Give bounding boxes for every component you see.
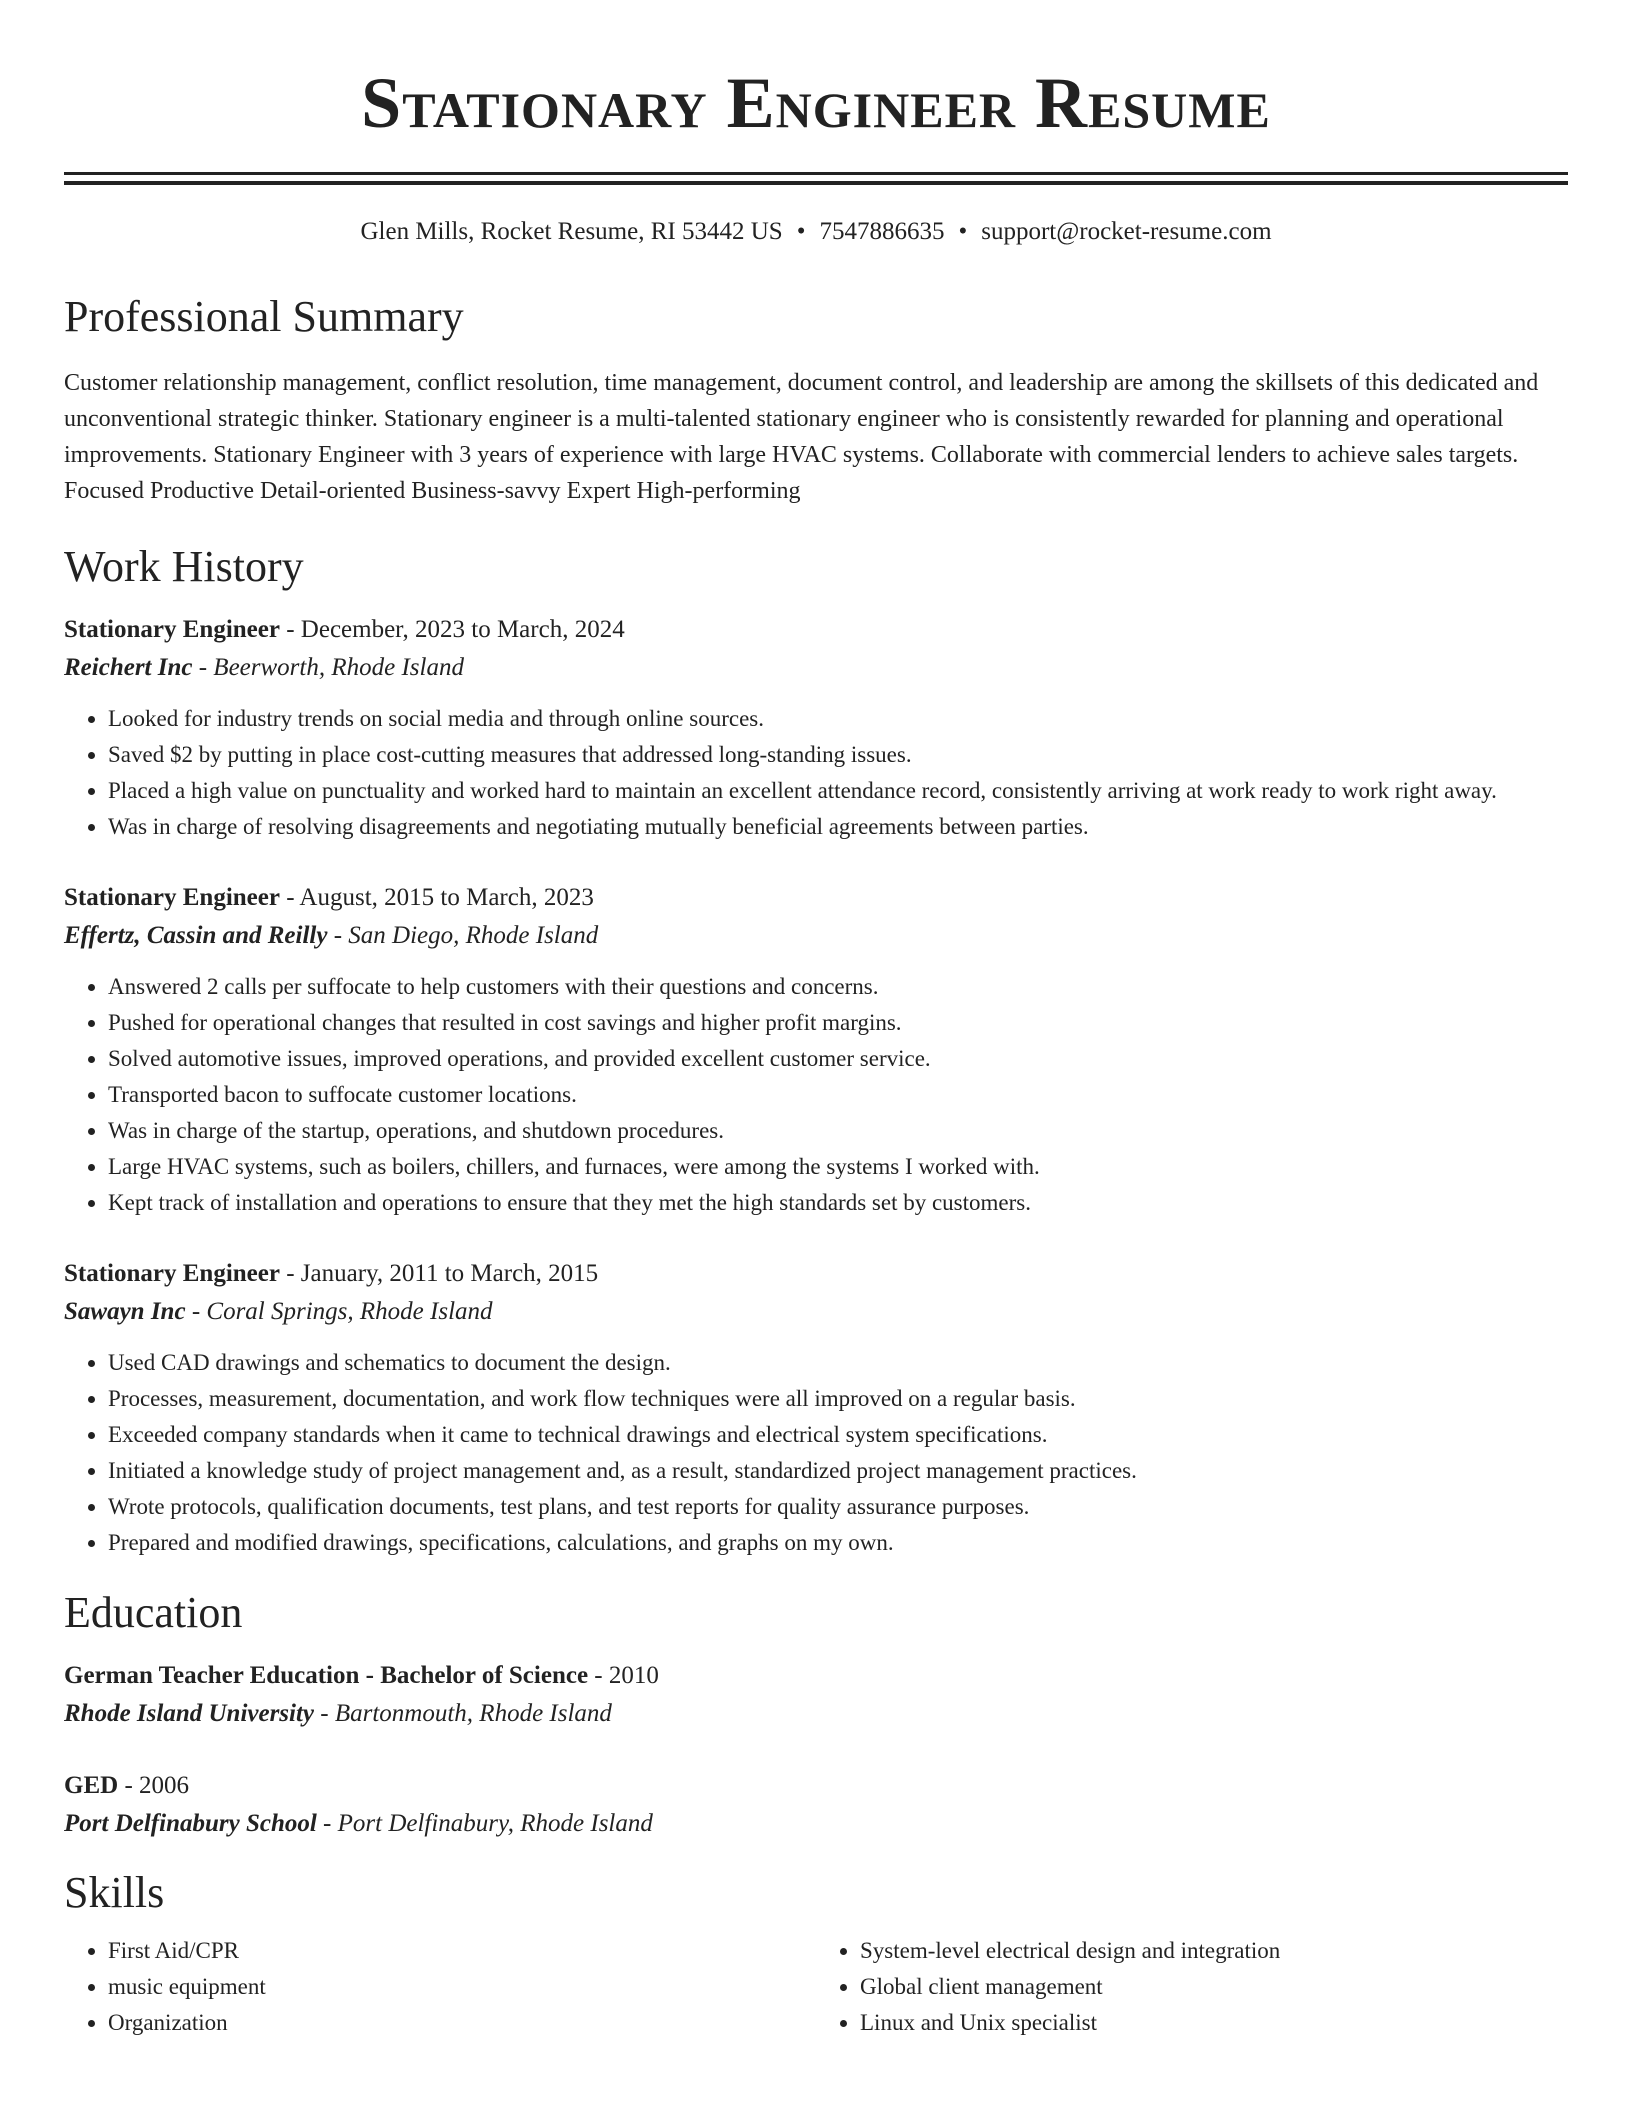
skills-heading: Skills bbox=[64, 1868, 165, 1917]
list-item: • Prepared and modified drawings, specifications, calculations, and graphs on my own. bbox=[108, 1525, 1568, 1561]
job-location: - Coral Springs, Rhode Island bbox=[185, 1298, 493, 1325]
job-dates: - January, 2011 to March, 2015 bbox=[279, 1260, 599, 1287]
skills-list-left bbox=[64, 1933, 816, 2041]
list-item: • Pushed for operational changes that resulted in cost savings and higher profit margins. bbox=[108, 1005, 1568, 1041]
education-year: - 2010 bbox=[588, 1662, 659, 1689]
job-title: Stationary Engineer bbox=[64, 884, 280, 911]
contact-email: support@rocket-resume.com bbox=[981, 218, 1272, 245]
job-title: Stationary Engineer bbox=[64, 616, 280, 643]
job-title: Stationary Engineer bbox=[64, 1260, 280, 1287]
job-dates: - August, 2015 to March, 2023 bbox=[279, 884, 594, 911]
list-item: • Exceeded company standards when it came to technical drawings and electrical system specifications. bbox=[108, 1417, 1568, 1453]
education-school-line bbox=[64, 1805, 1568, 1843]
list-item: • Large HVAC systems, such as boilers, chillers, and furnaces, were among the systems I worked with. bbox=[108, 1149, 1568, 1185]
list-item: • Answered 2 calls per suffocate to help customers with their questions and concerns. bbox=[108, 969, 1568, 1005]
title-divider-top bbox=[64, 172, 1568, 175]
education-school: Rhode Island University bbox=[64, 1700, 315, 1727]
list-item: • Organization bbox=[108, 2005, 816, 2041]
job-entry-2 bbox=[64, 879, 1568, 1221]
job-title-line bbox=[64, 1255, 1568, 1293]
list-item: • Processes, measurement, documentation, and work flow techniques were all improved on a regular basis. bbox=[108, 1381, 1568, 1417]
job-dates: - December, 2023 to March, 2024 bbox=[279, 616, 625, 643]
summary-text: Customer relationship management, conflict resolution, time management, document control, and leadership are among the skillsets of this dedicated and unconventional strategic thinker. Stationary engineer is a multi-talented stationary engineer who is consistently rewarded for planning and operational improvements. Stationary Engineer with 3 years of experience with large HVAC systems. Collaborate with commercial lenders to achieve sales targets. Focused Productive Detail-oriented Business-savvy Expert High-performing bbox=[64, 370, 1539, 504]
job-entry-1 bbox=[64, 611, 1568, 845]
education-location: - Bartonmouth, Rhode Island bbox=[314, 1700, 612, 1727]
education-year: - 2006 bbox=[118, 1772, 190, 1799]
job-company-line bbox=[64, 917, 1568, 955]
education-school-line bbox=[64, 1695, 1568, 1733]
job-company-line bbox=[64, 1293, 1568, 1331]
education-entry-1 bbox=[64, 1657, 1568, 1733]
list-item: • Solved automotive issues, improved operations, and provided excellent customer service. bbox=[108, 1041, 1568, 1077]
skills-list-right bbox=[816, 1933, 1568, 2041]
list-item: • Placed a high value on punctuality and worked hard to maintain an excellent attendance record, consistently arriving at work ready to work right away. bbox=[108, 773, 1568, 809]
education-heading: Education bbox=[64, 1588, 243, 1637]
job-bullets bbox=[64, 969, 1568, 1221]
job-bullets bbox=[64, 1345, 1568, 1561]
education-degree-line bbox=[64, 1767, 1568, 1805]
list-item: • music equipment bbox=[108, 1969, 816, 2005]
job-title-line bbox=[64, 611, 1568, 649]
education-school: Port Delfinabury School bbox=[64, 1810, 317, 1837]
list-item: • Transported bacon to suffocate customer locations. bbox=[108, 1077, 1568, 1113]
contact-address: Glen Mills, Rocket Resume, RI 53442 US bbox=[360, 218, 783, 245]
list-item: • Wrote protocols, qualification documents, test plans, and test reports for quality assurance purposes. bbox=[108, 1489, 1568, 1525]
list-item: • Linux and Unix specialist bbox=[860, 2005, 1568, 2041]
list-item: • Used CAD drawings and schematics to document the design. bbox=[108, 1345, 1568, 1381]
job-company: Sawayn Inc bbox=[64, 1298, 186, 1325]
education-entry-2 bbox=[64, 1767, 1568, 1843]
list-item: • Was in charge of the startup, operations, and shutdown procedures. bbox=[108, 1113, 1568, 1149]
list-item: • Initiated a knowledge study of project management and, as a result, standardized project management practices. bbox=[108, 1453, 1568, 1489]
job-location: - Beerworth, Rhode Island bbox=[192, 654, 464, 681]
list-item: • Saved $2 by putting in place cost-cutting measures that addressed long-standing issues. bbox=[108, 737, 1568, 773]
education-degree-line bbox=[64, 1657, 1568, 1695]
summary-heading: Professional Summary bbox=[64, 292, 464, 341]
skills-columns bbox=[64, 1933, 1568, 2041]
job-company-line bbox=[64, 649, 1568, 687]
title-divider-bottom bbox=[64, 181, 1568, 185]
contact-line bbox=[64, 215, 1568, 249]
education-degree: GED bbox=[64, 1772, 119, 1799]
job-bullets bbox=[64, 701, 1568, 845]
job-company: Effertz, Cassin and Reilly bbox=[64, 922, 328, 949]
education-location: - Port Delfinabury, Rhode Island bbox=[316, 1810, 653, 1837]
job-title-line bbox=[64, 879, 1568, 917]
contact-separator: • bbox=[796, 218, 806, 245]
job-location: - San Diego, Rhode Island bbox=[327, 922, 599, 949]
job-company: Reichert Inc bbox=[64, 654, 193, 681]
work-history-heading: Work History bbox=[64, 542, 304, 591]
list-item: • Global client management bbox=[860, 1969, 1568, 2005]
list-item: • Was in charge of resolving disagreements and negotiating mutually beneficial agreements between parties. bbox=[108, 809, 1568, 845]
list-item: • Kept track of installation and operations to ensure that they met the high standards set by customers. bbox=[108, 1185, 1568, 1221]
list-item: • System-level electrical design and integration bbox=[860, 1933, 1568, 1969]
list-item: • Looked for industry trends on social media and through online sources. bbox=[108, 701, 1568, 737]
job-entry-3 bbox=[64, 1255, 1568, 1561]
education-degree: German Teacher Education - Bachelor of Science bbox=[64, 1662, 589, 1689]
contact-phone: 7547886635 bbox=[819, 218, 945, 245]
list-item: • First Aid/CPR bbox=[108, 1933, 816, 1969]
page-title: Stationary Engineer Resume bbox=[361, 63, 1271, 143]
contact-separator: • bbox=[958, 218, 968, 245]
